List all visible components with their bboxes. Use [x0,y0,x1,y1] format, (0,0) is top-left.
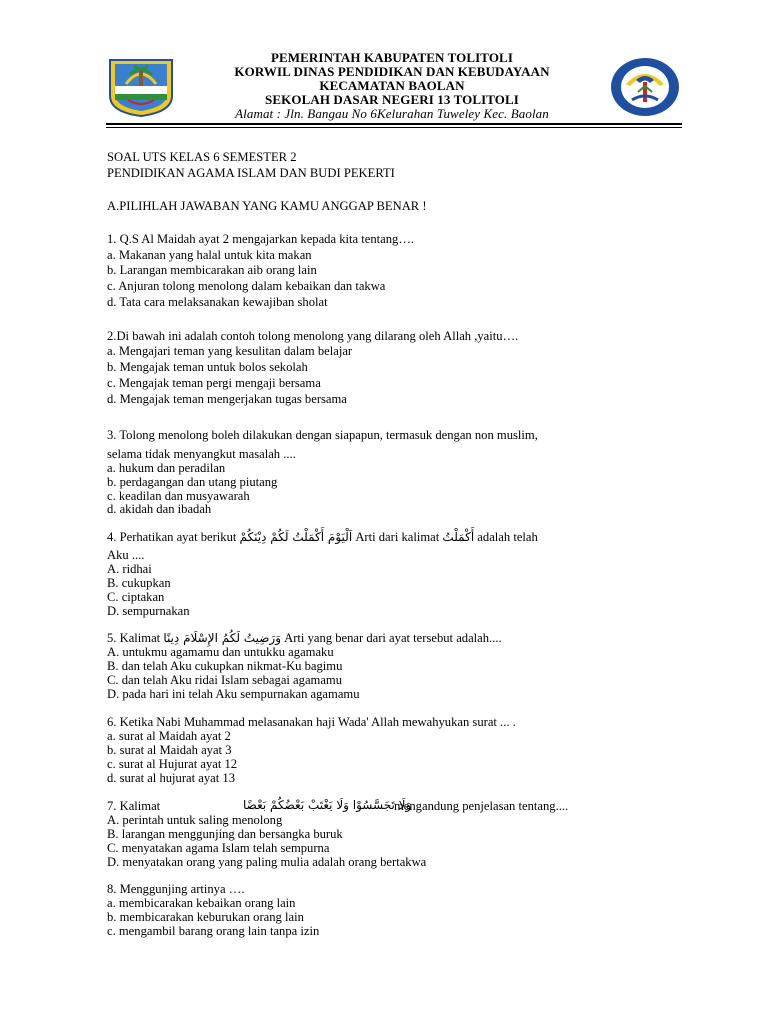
question-6-stem: 6. Ketika Nabi Muhammad melasanakan haji Wada' Allah mewahyukan surat ... . [107,715,516,729]
question-6-option-a: a. surat al Maidah ayat 2 [107,729,231,743]
question-8-option-b: b. membicarakan keburukan orang lain [107,910,304,924]
question-3-option-a: a. hukum dan peradilan [107,461,226,475]
question-5-stem [107,631,502,645]
question-7-stem-pre: 7. Kalimat [107,799,161,813]
exam-title-2: PENDIDIKAN AGAMA ISLAM DAN BUDI PEKERTI [107,166,395,180]
question-5-option-c: C. dan telah Aku ridai Islam sebagai agamamu [107,673,343,687]
question-6-option-d: d. surat al hujurat ayat 13 [107,771,235,785]
question-8-option-a: a. membicarakan kebaikan orang lain [107,896,296,910]
question-6-option-c: c. surat al Hujurat ayat 12 [107,757,238,771]
question-4-arabic-verse: اَلْيَوْمَ أَكْمَلْتُ لَكُمْ دِيْنَكُمْ [239,530,353,544]
header-divider-thick [106,123,682,125]
question-5-option-d: D. pada hari ini telah Aku sempurnakan agamamu [107,687,360,701]
question-2-option-c: c. Mengajak teman pergi mengaji bersama [107,376,321,390]
question-4-stem-post: adalah telah [474,530,538,544]
question-7-option-c: C. menyatakan agama Islam telah sempurna [107,841,330,855]
question-4-stem-pre: 4. Perhatikan ayat berikut [107,530,240,544]
question-3-stem-line1: 3. Tolong menolong boleh dilakukan dengan siapapun, termasuk dengan non muslim, [107,428,538,442]
question-3-stem-line2: selama tidak menyangkut masalah .... [107,447,296,461]
question-4-option-d: D. sempurnakan [107,604,190,618]
section-a-instruction: A.PILIHLAH JAWABAN YANG KAMU ANGGAP BENAR ! [107,199,427,213]
letterhead-line1: PEMERINTAH KABUPATEN TOLITOLI [270,50,513,65]
question-4-option-c: C. ciptakan [107,590,165,604]
question-5-arabic-verse: وَرَضِيتُ لَكُمُ الإِسْلَامَ دِينًا [163,631,281,645]
question-5-option-b: B. dan telah Aku cukupkan nikmat-Ku bagimu [107,659,343,673]
question-7-option-a: A. perintah untuk saling menolong [107,813,283,827]
question-5-option-a: A. untukmu agamamu dan untukku agamaku [107,645,334,659]
question-5-stem-pre: 5. Kalimat [107,631,164,645]
question-4-stem [107,530,538,544]
question-2-option-d: d. Mengajak teman mengerjakan tugas bersama [107,392,347,406]
question-1-option-c: c. Anjuran tolong menolong dalam kebaikan dan takwa [107,279,386,293]
question-3-option-b: b. perdagangan dan utang piutang [107,475,278,489]
question-1-option-a: a. Makanan yang halal untuk kita makan [107,248,312,262]
question-5-stem-post: Arti yang benar dari ayat tersebut adalah.... [281,631,502,645]
header-divider-thin [106,127,682,128]
question-2-option-b: b. Mengajak teman untuk bolos sekolah [107,360,308,374]
question-3-option-d: d. akidah dan ibadah [107,502,212,516]
question-7-option-d: D. menyatakan orang yang paling mulia adalah orang bertakwa [107,855,427,869]
question-2-stem: 2.Di bawah ini adalah contoh tolong menolong yang dilarang oleh Allah ,yaitu…. [107,329,519,343]
question-7-option-b: B. larangan menggunjing dan bersangka buruk [107,827,343,841]
question-7-stem-post: mengandung penjelasan tentang.... [394,799,569,813]
question-3-option-c: c. keadilan dan musyawarah [107,489,250,503]
letterhead-address: Alamat : Jln. Bangau No 6Kelurahan Tuweley Kec. Baolan [235,106,549,121]
exam-title-1: SOAL UTS KELAS 6 SEMESTER 2 [107,150,297,164]
tut-wuri-handayani-logo [608,56,682,118]
question-6-option-b: b. surat al Maidah ayat 3 [107,743,232,757]
letterhead-line3: KECAMATAN BAOLAN [319,78,465,93]
question-1-stem: 1. Q.S Al Maidah ayat 2 mengajarkan kepada kita tentang…. [107,232,415,246]
question-1-option-b: b. Larangan membicarakan aib orang lain [107,263,317,277]
question-8-option-c: c. mengambil barang orang lain tanpa izin [107,924,320,938]
question-1-option-d: d. Tata cara melaksanakan kewajiban sholat [107,295,328,309]
question-4-stem-mid: Arti dari kalimat [352,530,443,544]
question-7-arabic-verse: وَلَا تَجَسَّسُوْا وَلَا يَغْتَبْ بَعْضُكُمْ بَعْضًا [243,798,412,812]
question-8-stem: 8. Menggunjing artinya …. [107,882,245,896]
question-4-option-a: A. ridhai [107,562,152,576]
letterhead-line4: SEKOLAH DASAR NEGERI 13 TOLITOLI [265,92,519,107]
question-2-option-a: a. Mengajari teman yang kesulitan dalam belajar [107,344,353,358]
question-4-arabic-word: أَكْمَلْتُ [442,530,475,544]
question-4-option-b: B. cukupkan [107,576,171,590]
letterhead-line2: KORWIL DINAS PENDIDIKAN DAN KEBUDAYAAN [234,64,550,79]
regency-crest-logo [106,56,176,118]
question-4-stem-line2: Aku .... [107,548,145,562]
